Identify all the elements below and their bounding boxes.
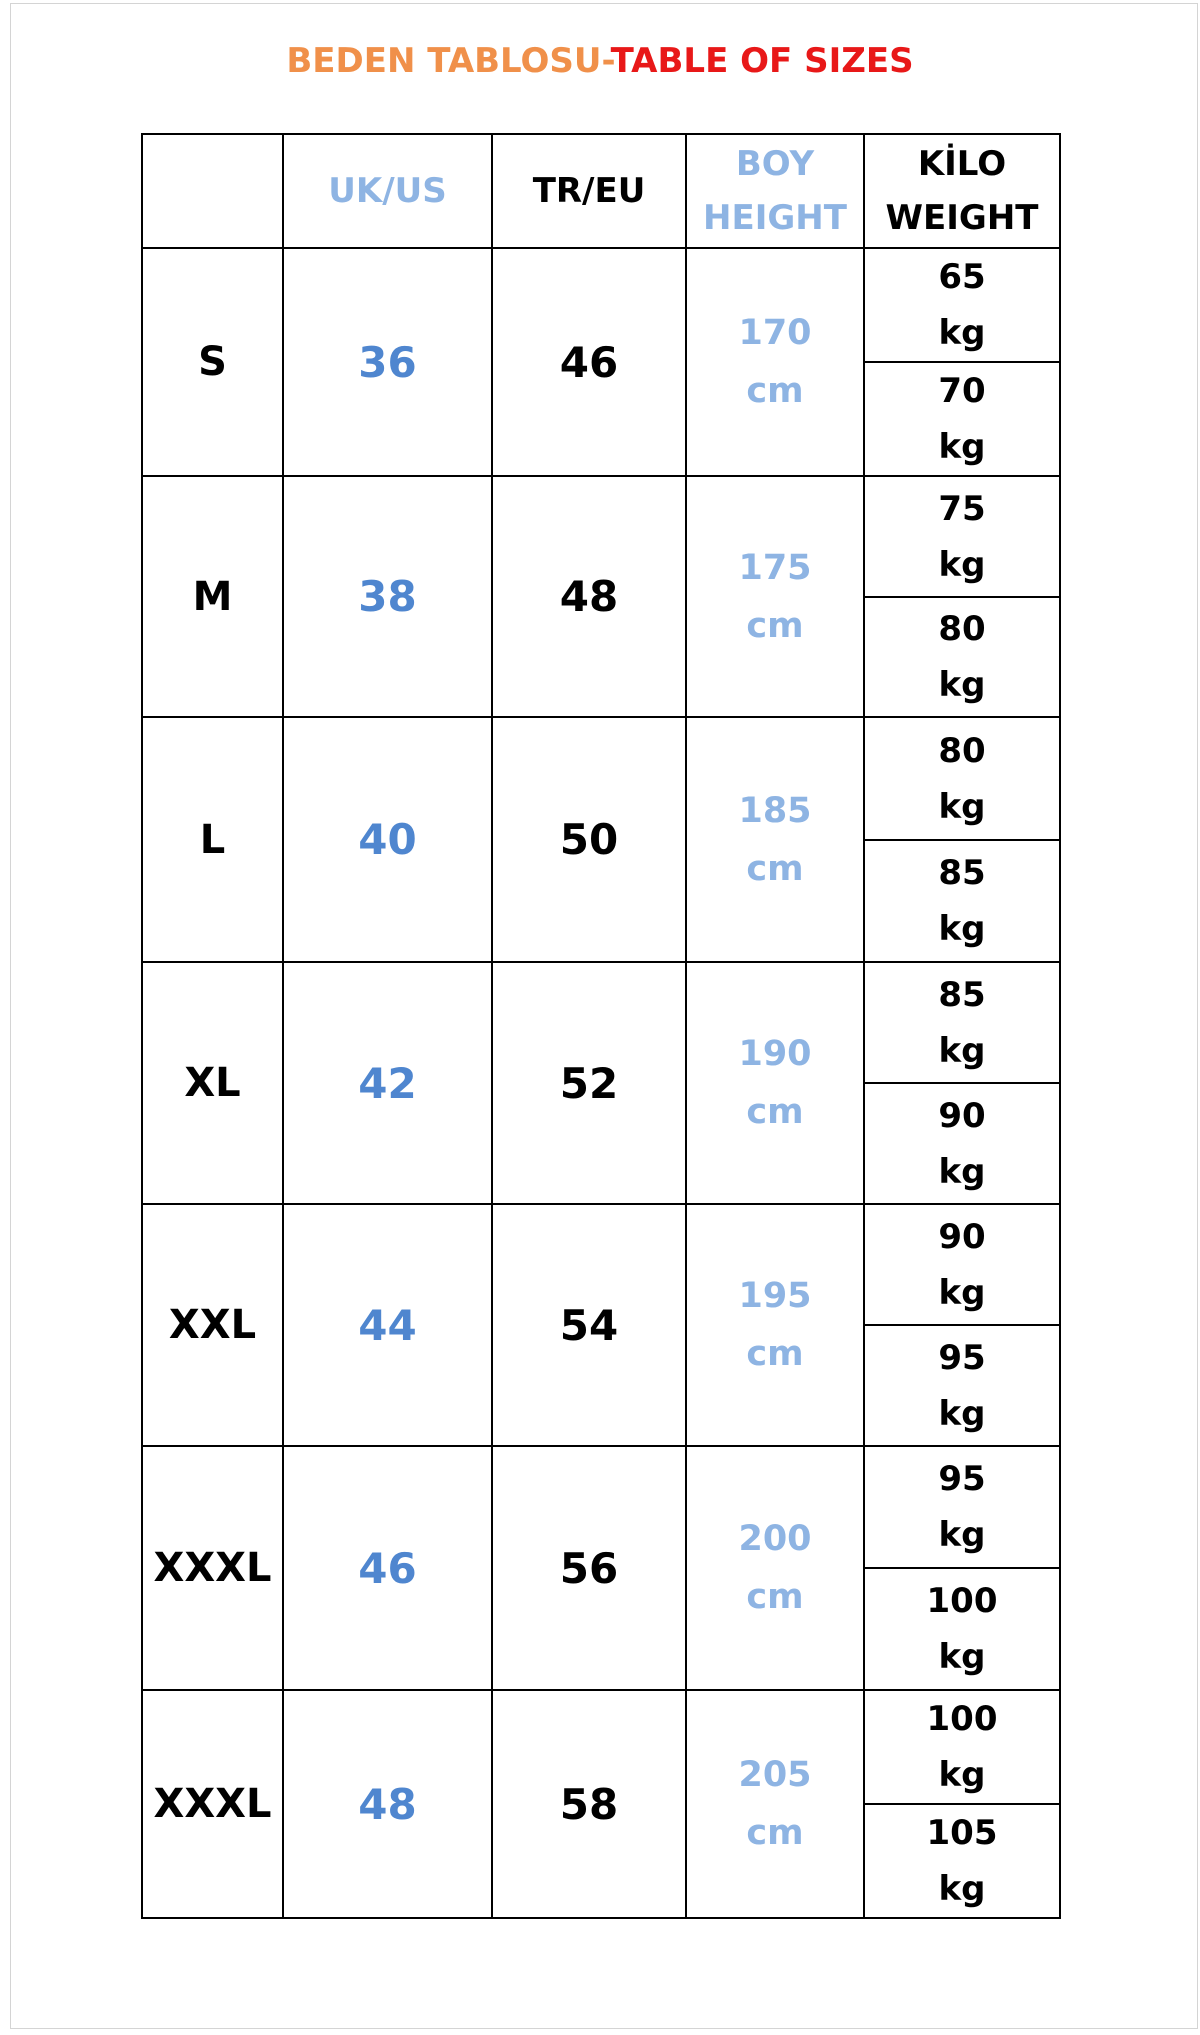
treu-cell: 46 bbox=[492, 248, 686, 476]
ukus-cell: 40 bbox=[283, 717, 492, 962]
table-body bbox=[142, 248, 1060, 1918]
weight-value: 95 bbox=[938, 1337, 986, 1378]
table-row bbox=[142, 1690, 1060, 1804]
table-row bbox=[142, 1446, 1060, 1568]
treu-cell: 56 bbox=[492, 1446, 686, 1690]
weight-unit: kg bbox=[938, 665, 986, 705]
ukus-cell: 36 bbox=[283, 248, 492, 476]
weight-value: 90 bbox=[938, 1095, 986, 1136]
height-value: 175 bbox=[738, 547, 812, 588]
weight-unit: kg bbox=[938, 786, 986, 827]
height-cell bbox=[686, 1446, 864, 1690]
weight-value: 85 bbox=[938, 853, 986, 893]
header-weight bbox=[864, 134, 1060, 248]
weight-unit: kg bbox=[938, 1515, 986, 1555]
height-value: 190 bbox=[738, 1034, 812, 1074]
weight-cell bbox=[864, 597, 1060, 717]
header-weight-line1: KİLO bbox=[917, 144, 1007, 184]
height-unit: cm bbox=[746, 1092, 804, 1132]
weight-cell bbox=[864, 1446, 1060, 1568]
weight-cell bbox=[864, 840, 1060, 962]
size-cell: M bbox=[142, 476, 283, 717]
ukus-cell: 48 bbox=[283, 1690, 492, 1918]
weight-unit: kg bbox=[938, 909, 986, 949]
height-unit: cm bbox=[746, 1813, 804, 1853]
weight-value: 85 bbox=[938, 974, 986, 1015]
weight-value: 105 bbox=[926, 1813, 998, 1853]
treu-cell: 58 bbox=[492, 1690, 686, 1918]
height-value: 200 bbox=[738, 1519, 812, 1559]
title-english: TABLE OF SIZES bbox=[610, 41, 914, 81]
height-cell bbox=[686, 1204, 864, 1446]
weight-unit: kg bbox=[938, 1869, 986, 1909]
height-unit: cm bbox=[746, 605, 804, 646]
weight-unit: kg bbox=[938, 1393, 986, 1434]
header-size bbox=[142, 134, 283, 248]
weight-value: 65 bbox=[938, 257, 986, 297]
weight-unit: kg bbox=[938, 544, 986, 585]
header-treu: TR/EU bbox=[492, 134, 686, 248]
ukus-cell: 46 bbox=[283, 1446, 492, 1690]
table-row bbox=[142, 476, 1060, 597]
height-cell bbox=[686, 1690, 864, 1918]
height-cell bbox=[686, 717, 864, 962]
header-ukus: UK/US bbox=[283, 134, 492, 248]
header-height-line1: BOY bbox=[735, 144, 815, 184]
size-cell: XXL bbox=[142, 1204, 283, 1446]
treu-cell: 54 bbox=[492, 1204, 686, 1446]
treu-cell: 52 bbox=[492, 962, 686, 1204]
height-value: 205 bbox=[738, 1755, 812, 1795]
weight-cell bbox=[864, 1204, 1060, 1325]
size-table bbox=[141, 133, 1061, 1919]
ukus-cell: 38 bbox=[283, 476, 492, 717]
height-unit: cm bbox=[746, 1334, 804, 1374]
weight-unit: kg bbox=[938, 1030, 986, 1071]
weight-unit: kg bbox=[938, 1151, 986, 1192]
height-value: 185 bbox=[738, 790, 812, 831]
treu-cell: 48 bbox=[492, 476, 686, 717]
size-cell: L bbox=[142, 717, 283, 962]
height-unit: cm bbox=[746, 1577, 804, 1617]
title-turkish: BEDEN TABLOSU- bbox=[286, 41, 611, 81]
weight-value: 75 bbox=[938, 488, 986, 529]
weight-value: 80 bbox=[938, 730, 986, 771]
ukus-cell: 44 bbox=[283, 1204, 492, 1446]
weight-unit: kg bbox=[938, 1755, 986, 1795]
table-row bbox=[142, 1204, 1060, 1325]
table-row bbox=[142, 248, 1060, 362]
height-value: 195 bbox=[738, 1276, 812, 1316]
size-cell: XXXL bbox=[142, 1690, 283, 1918]
table-row bbox=[142, 717, 1060, 840]
treu-cell: 50 bbox=[492, 717, 686, 962]
weight-cell bbox=[864, 717, 1060, 840]
weight-cell bbox=[864, 1690, 1060, 1804]
height-cell bbox=[686, 248, 864, 476]
table-header-row bbox=[142, 134, 1060, 248]
header-weight-line2: WEIGHT bbox=[885, 198, 1039, 238]
weight-unit: kg bbox=[938, 427, 986, 467]
weight-value: 90 bbox=[938, 1216, 986, 1257]
weight-value: 80 bbox=[938, 609, 986, 649]
weight-value: 70 bbox=[938, 371, 986, 411]
weight-cell bbox=[864, 962, 1060, 1083]
size-cell: XL bbox=[142, 962, 283, 1204]
weight-unit: kg bbox=[938, 1272, 986, 1313]
size-cell: XXXL bbox=[142, 1446, 283, 1690]
weight-value: 100 bbox=[926, 1581, 998, 1621]
table-row bbox=[142, 962, 1060, 1083]
weight-cell bbox=[864, 476, 1060, 597]
height-unit: cm bbox=[746, 371, 804, 411]
height-cell bbox=[686, 962, 864, 1204]
height-cell bbox=[686, 476, 864, 717]
weight-cell bbox=[864, 1568, 1060, 1690]
height-value: 170 bbox=[738, 313, 812, 353]
weight-unit: kg bbox=[938, 1637, 986, 1677]
weight-value: 95 bbox=[938, 1459, 986, 1499]
weight-cell bbox=[864, 1325, 1060, 1446]
header-height-line2: HEIGHT bbox=[703, 198, 847, 238]
weight-value: 100 bbox=[926, 1699, 998, 1739]
weight-cell bbox=[864, 1083, 1060, 1204]
header-height bbox=[686, 134, 864, 248]
weight-cell bbox=[864, 1804, 1060, 1918]
weight-cell bbox=[864, 248, 1060, 362]
weight-cell bbox=[864, 362, 1060, 476]
page-title bbox=[0, 36, 1200, 86]
height-unit: cm bbox=[746, 848, 804, 889]
ukus-cell: 42 bbox=[283, 962, 492, 1204]
size-cell: S bbox=[142, 248, 283, 476]
weight-unit: kg bbox=[938, 313, 986, 353]
